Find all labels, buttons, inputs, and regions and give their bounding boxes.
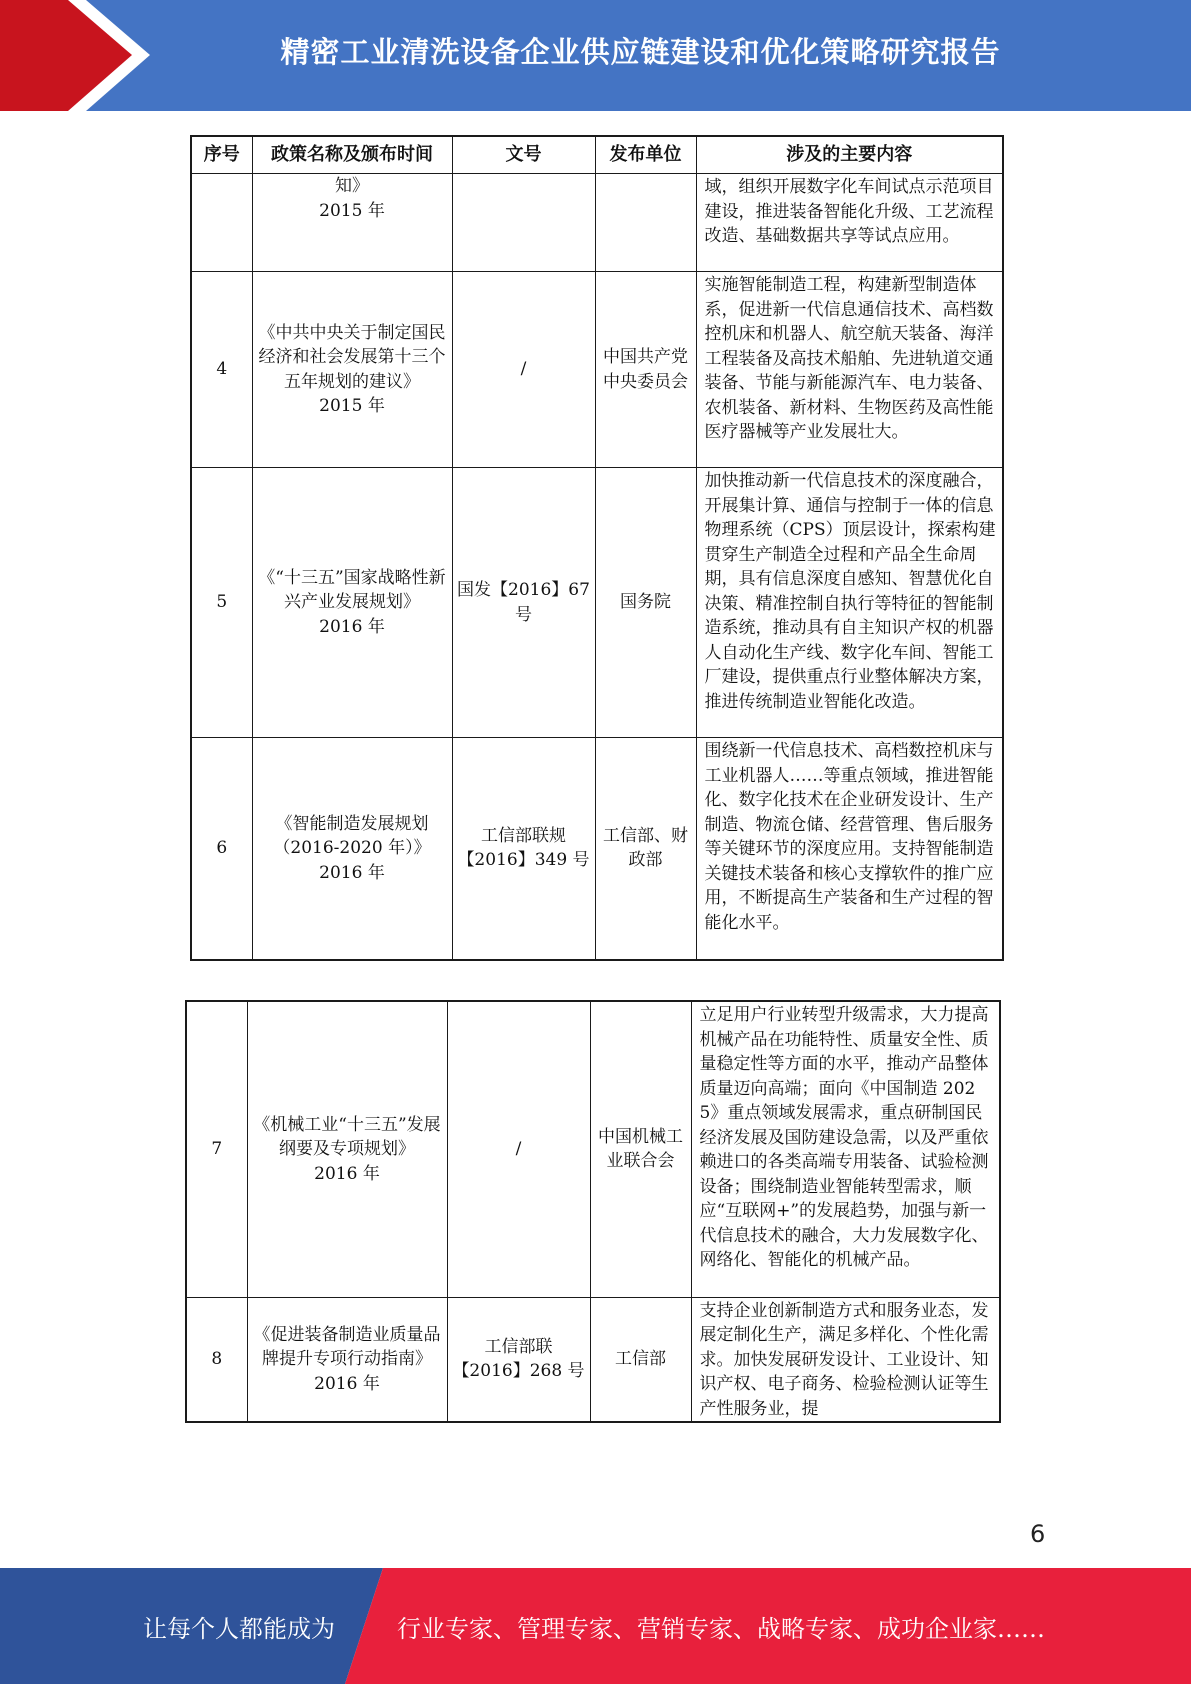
row-content: 支持企业创新制造方式和服务业态，发展定制化生产，满足多样化、个性化需求。加快发展研发设计、工业设计、知识产权、电子商务、检验检测认证等生产性服务业，提 (691, 1297, 1000, 1422)
row-no: 7 (186, 1001, 247, 1297)
row-content: 实施智能制造工程，构建新型制造体系，促进新一代信息通信技术、高档数控机床和机器人、航空航天装备、海洋工程装备及高技术船舶、先进轨道交通装备、节能与新能源汽车、电力装备、农机装备、新材料、生物医药及高性能医疗器械等产业发展壮大。 (696, 272, 1003, 468)
row-doc-number (452, 174, 595, 272)
table-row (191, 174, 1003, 272)
row-policy-name: 《机械工业“十三五”发展纲要及专项规划》 2016 年 (247, 1001, 447, 1297)
footer-slogan-left: 让每个人都能成为 (143, 1614, 335, 1643)
row-policy-name: 《中共中央关于制定国民经济和社会发展第十三个五年规划的建议》 2015 年 (252, 272, 452, 468)
row-doc-number: / (452, 272, 595, 468)
row-policy-name: 《智能制造发展规划（2016-2020 年）》 2016 年 (252, 738, 452, 960)
row-content: 域，组织开展数字化车间试点示范项目建设，推进装备智能化升级、工艺流程改造、基础数据共享等试点应用。 (696, 174, 1003, 272)
page-number: 6 (1030, 1520, 1046, 1548)
row-no: 8 (186, 1297, 247, 1422)
table-header-row (191, 136, 1003, 174)
row-content: 立足用户行业转型升级需求，大力提高机械产品在功能特性、质量安全性、质量稳定性等方面的水平，推动产品整体质量迈向高端；面向《中国制造 2025》重点领域发展需求，重点研制国民经济发展及国防建设急需，以及严重依赖进口的各类高端专用装备、试验检测设备；围绕制造业智能转型需求，顺应“互联网+”的发展趋势，加强与新一代信息技术的融合，大力发展数字化、网络化、智能化的机械产品。 (691, 1001, 1000, 1297)
policy-table-1 (190, 135, 1004, 961)
table-row (191, 468, 1003, 738)
row-no: 6 (191, 738, 252, 960)
header-no: 序号 (191, 136, 252, 174)
header-issuer: 发布单位 (595, 136, 696, 174)
row-issuer: 国务院 (595, 468, 696, 738)
footer-slogan-right: 行业专家、管理专家、营销专家、战略专家、成功企业家…… (397, 1614, 1045, 1643)
table-row (191, 272, 1003, 468)
header-content: 涉及的主要内容 (696, 136, 1003, 174)
row-no: 4 (191, 272, 252, 468)
row-issuer: 工信部、财政部 (595, 738, 696, 960)
table-row (186, 1001, 1000, 1297)
row-policy-name: 《促进装备制造业质量品牌提升专项行动指南》 2016 年 (247, 1297, 447, 1422)
page-footer (0, 1568, 1191, 1684)
row-issuer: 工信部 (590, 1297, 691, 1422)
document-title: 精密工业清洗设备企业供应链建设和优化策略研究报告 (280, 34, 1001, 69)
row-no: 5 (191, 468, 252, 738)
row-issuer (595, 174, 696, 272)
policy-table-2 (185, 1000, 1001, 1423)
row-doc-number: / (447, 1001, 590, 1297)
header-doc-number: 文号 (452, 136, 595, 174)
row-no (191, 174, 252, 272)
row-issuer: 中国共产党中央委员会 (595, 272, 696, 468)
row-policy-name: 知》 2015 年 (252, 174, 452, 272)
header-policy-name: 政策名称及颁布时间 (252, 136, 452, 174)
table-row (186, 1297, 1000, 1422)
row-doc-number: 工信部联规【2016】349 号 (452, 738, 595, 960)
row-content: 加快推动新一代信息技术的深度融合，开展集计算、通信与控制于一体的信息物理系统（CPS）顶层设计，探索构建贯穿生产制造全过程和产品全生命周期，具有信息深度自感知、智慧优化自决策、精准控制自执行等特征的智能制造系统，推动具有自主知识产权的机器人自动化生产线、数字化车间、智能工厂建设，提供重点行业整体解决方案，推进传统制造业智能化改造。 (696, 468, 1003, 738)
row-doc-number: 国发【2016】67 号 (452, 468, 595, 738)
row-issuer: 中国机械工业联合会 (590, 1001, 691, 1297)
row-doc-number: 工信部联【2016】268 号 (447, 1297, 590, 1422)
page-header (0, 0, 1191, 111)
row-content: 围绕新一代信息技术、高档数控机床与工业机器人……等重点领域，推进智能化、数字化技术在企业研发设计、生产制造、物流仓储、经营管理、售后服务等关键环节的深度应用。支持智能制造关键技术装备和核心支撑软件的推广应用，不断提高生产装备和生产过程的智能化水平。 (696, 738, 1003, 960)
table-row (191, 738, 1003, 960)
row-policy-name: 《“十三五”国家战略性新兴产业发展规划》 2016 年 (252, 468, 452, 738)
